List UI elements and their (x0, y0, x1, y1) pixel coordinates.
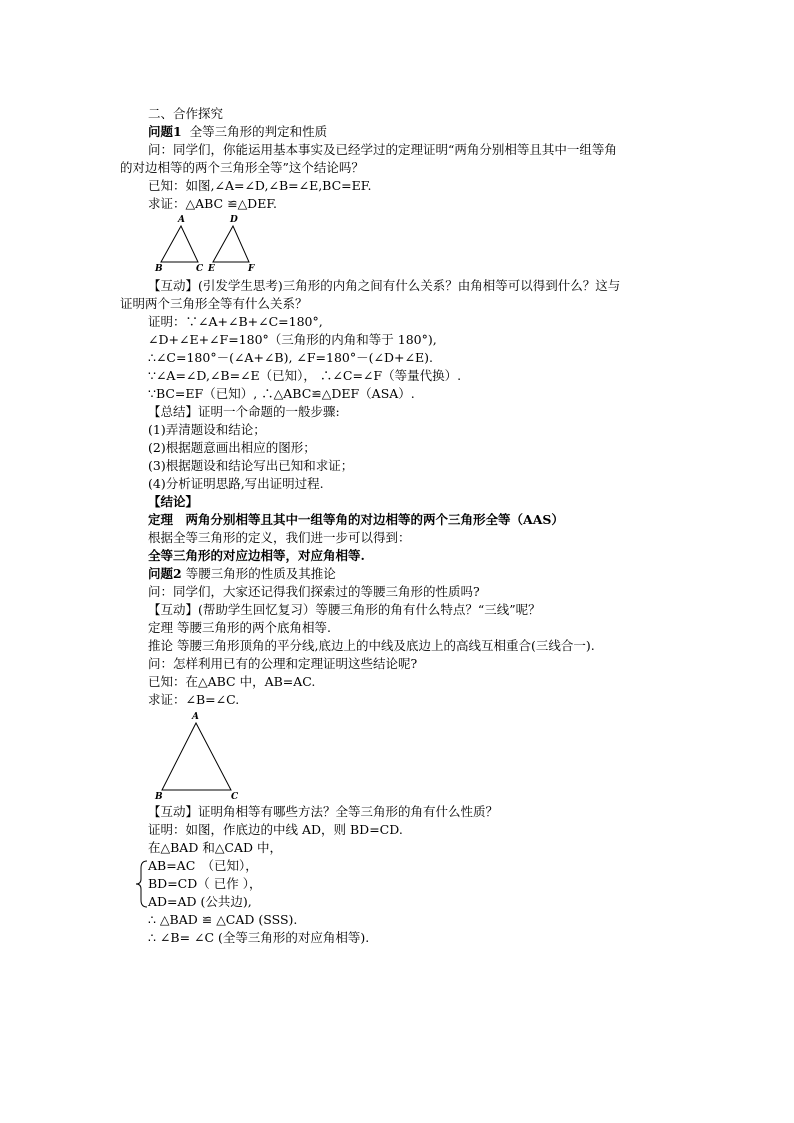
label-b: B (155, 792, 163, 800)
summary-step: (1)弄清题设和结论； (148, 422, 266, 437)
p1-known: 已知：如图,∠A=∠D,∠B=∠E,BC=EF. (148, 178, 372, 193)
problem-2-topic: 等腰三角形的性质及其推论 (185, 566, 336, 581)
conclusion-title: 【结论】 (148, 494, 199, 509)
section-title: 二、合作探究 (148, 106, 224, 121)
p2-known: 已知：在△ABC 中，AB=AC. (148, 674, 316, 689)
label-a: A (178, 215, 185, 225)
label-b: B (155, 264, 163, 274)
p1-proof-line: ∵∠A=∠D,∠B=∠E（已知）， ∴∠C=∠F（等量代换）. (148, 368, 462, 383)
aas-theorem: 定理 两角分别相等且其中一组等角的对边相等的两个三角形全等（AAS） (148, 512, 564, 527)
label-e: E (208, 264, 215, 274)
p2-question: 问：同学们，大家还记得我们探索过的等腰三角形的性质吗? (148, 584, 480, 599)
p1-interact-line2: 证明两个三角形全等有什么关系？ (120, 296, 308, 311)
p1-proof-line: ∵BC=EF（已知）, ∴△ABC≌△DEF（ASA）. (148, 386, 415, 401)
triangle-abc (161, 226, 198, 262)
summary-step: (4)分析证明思路,写出证明过程. (148, 476, 324, 491)
p1-proof-line: ∴∠C=180°－(∠A+∠B), ∠F=180°－(∠D+∠E). (148, 350, 433, 365)
brace-icon (135, 860, 149, 908)
label-f: F (248, 264, 255, 274)
p1-prove: 求证：△ABC ≌△DEF. (148, 196, 278, 211)
label-a: A (192, 712, 199, 722)
p1-question-line2: 的对边相等的两个三角形全等”这个结论吗？ (120, 160, 364, 175)
p2-proof-intro: 证明：如图，作底边的中线 AD，则 BD=CD. (148, 822, 403, 837)
p2-in-triangles: 在△BAD 和△CAD 中， (148, 840, 283, 855)
summary-step: (2)根据题意画出相应的图形； (148, 440, 316, 455)
problem-1-heading (148, 124, 327, 140)
problem-1-label: 问题1 (148, 124, 182, 139)
further-text: 根据全等三角形的定义，我们进一步可以得到： (148, 530, 411, 545)
condition-line: BD=CD（ 已作 ）， (148, 876, 262, 891)
label-c: C (196, 264, 204, 274)
triangle-abc-isosceles (162, 723, 231, 790)
summary-step: (3)根据题设和结论写出已知和求证； (148, 458, 354, 473)
p2-corollary: 推论 等腰三角形顶角的平分线,底边上的中线及底边上的高线互相重合(三线合一). (148, 638, 595, 653)
condition-line: AD=AD (公共边), (148, 894, 252, 909)
p1-interact-line1: 【互动】(引发学生思考)三角形的内角之间有什么关系？由角相等可以得到什么？这与 (148, 278, 621, 293)
problem-1-topic: 全等三角形的判定和性质 (189, 124, 328, 139)
p2-interact2: 【互动】证明角相等有哪些方法？全等三角形的角有什么性质？ (148, 804, 499, 819)
p2-conclusion-sss: ∴ △BAD ≌ △CAD (SSS). (148, 912, 298, 927)
p1-proof-line: 证明：∵∠A+∠B+∠C=180°, (148, 314, 323, 329)
triangle-def (213, 226, 249, 262)
p1-question-line1: 问：同学们，你能运用基本事实及已经学过的定理证明“两角分别相等且其中一组等角 (148, 142, 617, 157)
figure-two-triangles (152, 212, 262, 276)
summary-title: 【总结】证明一个命题的一般步骤: (148, 404, 340, 419)
congruence-property: 全等三角形的对应边相等，对应角相等. (148, 548, 365, 563)
p1-proof-line: ∠D+∠E+∠F=180°（三角形的内角和等于 180°), (148, 332, 437, 347)
problem-2-heading (148, 566, 336, 582)
p2-prove: 求证：∠B=∠C. (148, 692, 240, 707)
figure-isosceles-triangle (152, 710, 242, 800)
problem-2-label: 问题2 (148, 566, 182, 581)
p2-question2: 问：怎样利用已有的公理和定理证明这些结论呢? (148, 656, 418, 671)
p2-conclusion-angles: ∴ ∠B= ∠C (全等三角形的对应角相等). (148, 930, 370, 945)
label-c: C (231, 792, 239, 800)
condition-line: AB=AC （已知）， (148, 858, 258, 873)
p2-theorem: 定理 等腰三角形的两个底角相等. (148, 620, 331, 635)
p2-interact: 【互动】(帮助学生回忆复习）等腰三角形的角有什么特点？“三线”呢？ (148, 602, 541, 617)
label-d: D (230, 215, 238, 225)
